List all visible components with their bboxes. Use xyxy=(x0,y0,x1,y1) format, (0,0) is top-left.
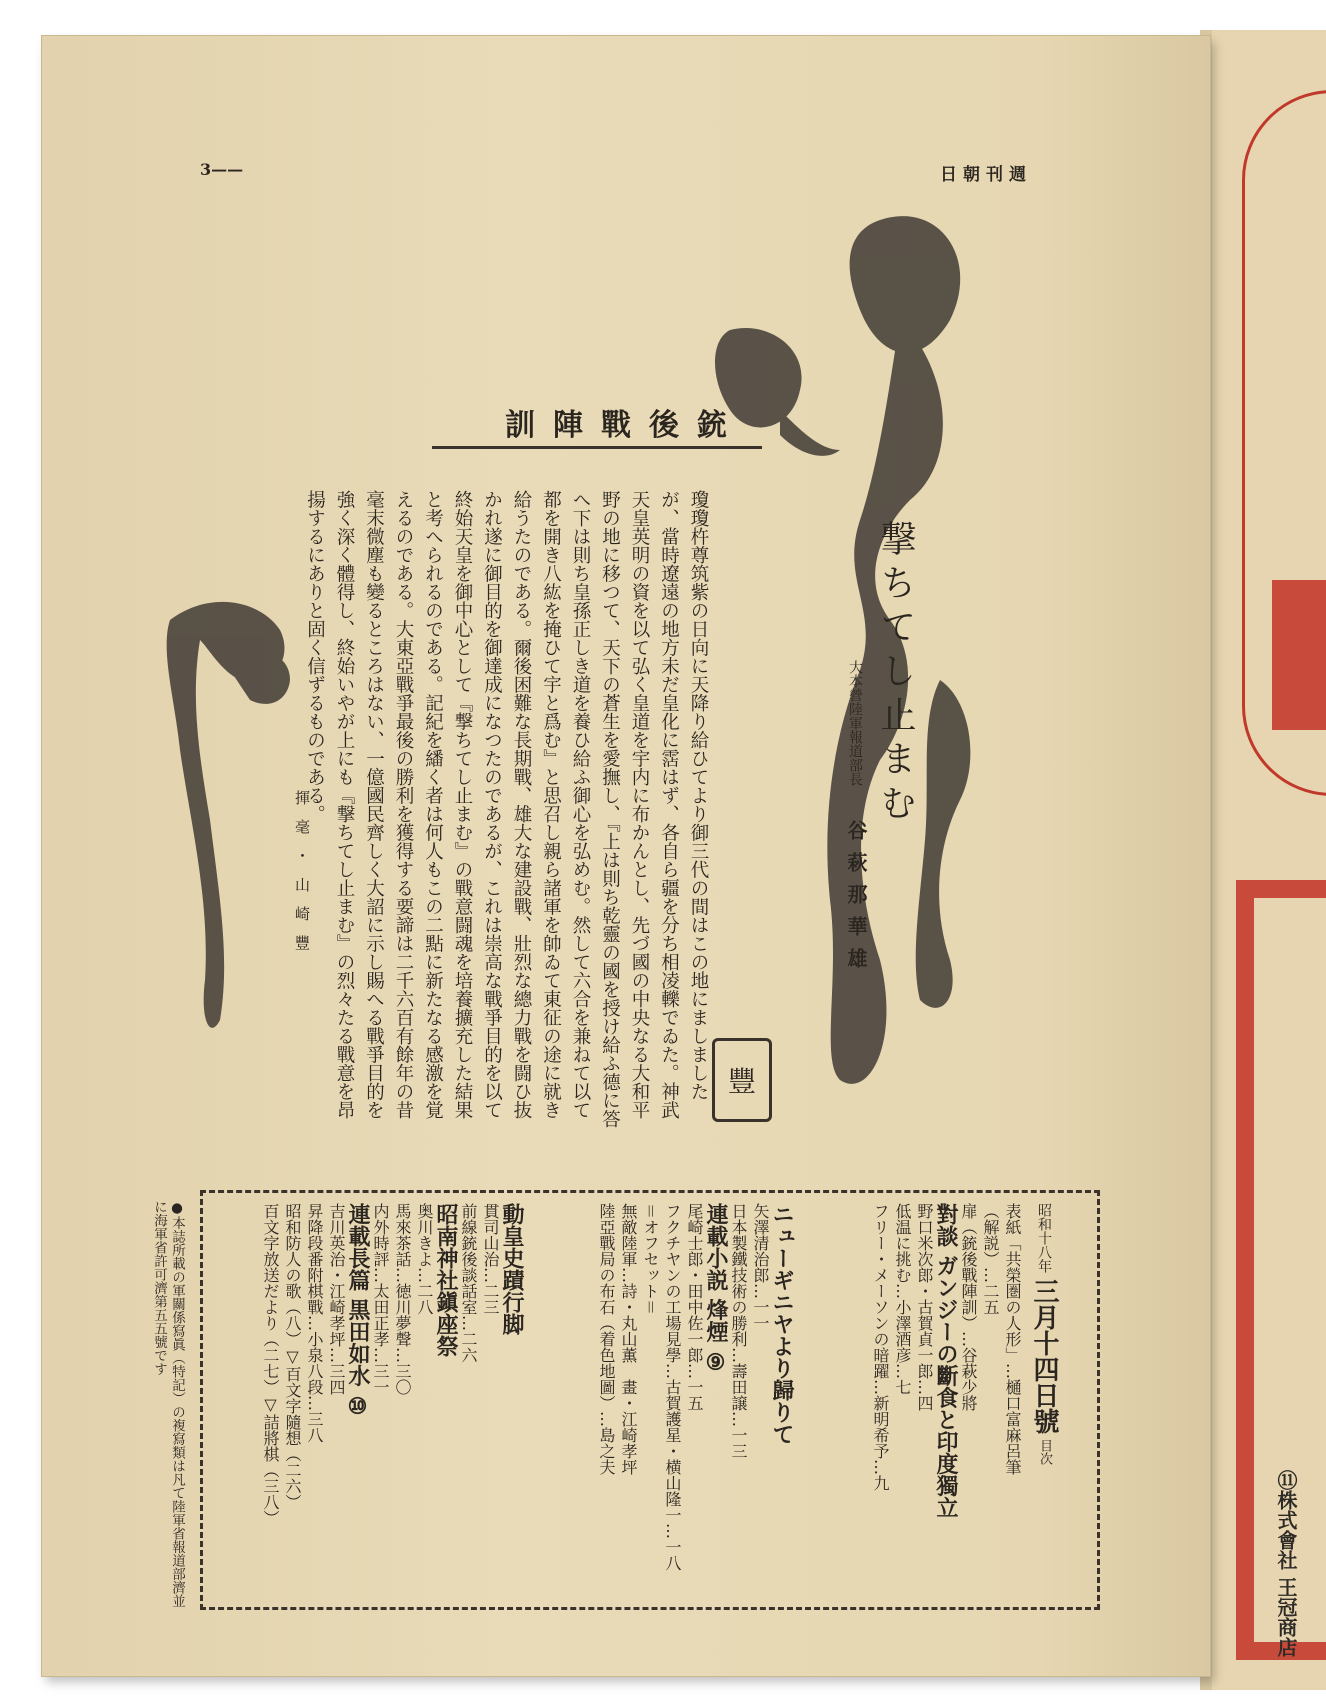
author-position: 大本營陸軍報道部長 xyxy=(847,660,863,786)
toc-entry: 昇降段番附棋戰…小泉八段…三八 xyxy=(305,1203,324,1443)
toc-column-3 xyxy=(223,1203,523,1603)
ad-red-box xyxy=(1272,580,1326,730)
toc-entry: 野口米次郎・古賀貞一郎…四 xyxy=(915,1203,934,1411)
toc-entry: ＝オフセット＝ xyxy=(641,1203,660,1316)
article-title: 銃後戰陣訓 xyxy=(505,408,745,443)
page-number: 3—— xyxy=(200,160,244,179)
toc-entry: 低温に挑む…小澤酒彦…七 xyxy=(893,1203,912,1395)
notice-text: ●本誌所載の軍關係寫眞（特記）の複寫類は凡て陸軍省報道部濟並に海軍省許可濟第五五號です xyxy=(151,1200,185,1608)
table-of-contents xyxy=(200,1190,1100,1610)
toc-column-1 xyxy=(803,1203,1023,1603)
toc-entry: 陸亞戰局の布石（着色地圖）…島之夫 xyxy=(597,1203,616,1475)
toc-entry: 奥川きよ…二八 xyxy=(415,1203,434,1315)
toc-entry: 吉川英治・江崎孝坪…三四 xyxy=(327,1203,346,1395)
toc-entry: 無敵陸軍…詩・丸山薫 畫・江崎孝坪 xyxy=(619,1203,638,1475)
adjacent-page xyxy=(1212,30,1326,1690)
author-name: 谷萩那華雄 xyxy=(844,820,868,980)
article-body: 瓊瓊杵尊筑紫の日向に天降り給ひてより御三代の間はこの地にましましたが、當時遼遠の地方未だ皇化に霑はず、各自ら疆を分ち相凌轢でゐた。神武天皇英明の資を以て弘く皇道を宇内に布かんとし、先づ國の中央なる大和平野の地に移つて、天下の蒼生を愛撫し、『上は則ち乾靈の國を授け給ふ德に答へ下は則ち皇孫正しき道を養ひ給ふ御心を弘めむ。然して六合を兼ねて以て都を開き八紘を掩ひて宇と爲む』と思召し親ら諸軍を帥ゐて東征の途に就き給うたのである。爾後困難な長期戰、雄大な建設戰、壯烈な總力戰を闘ひ抜かれ遂に御目的を御達成になつたのであるが、これは崇高な戰爭目的を以て終始天皇を御中心として『撃ちてし止まむ』の戰意闘魂を培養擴充した結果と考へられるのである。記紀を繙く者は何人もこの二點に新たなる感激を覚えるのである。大東亞戰爭最後の勝利を獲得する要諦は二千六百有餘年の昔毫末微塵も變るところはない、一億國民齊しく大詔に示し賜へる戰爭目的を強く深く體得し、終始いやが上にも『撃ちてし止まむ』の烈々たる戰意を昂揚するにありと固く信ずるものである。 xyxy=(304,490,709,1129)
journal-title: 週刊朝日 xyxy=(940,165,1032,185)
toc-entry: 尾崎士郎・田中佐一郎…一五 xyxy=(685,1203,704,1411)
toc-entry: 貫司山治…二三 xyxy=(481,1203,500,1315)
toc-entry: 馬來茶話…徳川夢聲…三〇 xyxy=(393,1203,412,1395)
title-underline xyxy=(432,446,762,449)
seal-stamp-icon: 豐 xyxy=(712,1038,772,1122)
calligraphy-credit: 揮毫・山崎豐 xyxy=(293,790,311,964)
toc-entry: （解説）…二五 xyxy=(981,1203,1000,1315)
toc-entry: 對談 ガンジーの斷食と印度獨立 xyxy=(933,1203,959,1519)
toc-entry: ニューギニヤより歸りて xyxy=(769,1203,795,1445)
toc-entry: 内外時評…太田正孝…三一 xyxy=(371,1203,390,1395)
calligraphy-poem: 撃ちてし止まむ xyxy=(875,520,916,828)
toc-entry: 扉（銃後戰陣訓）…谷萩少將 xyxy=(959,1203,978,1411)
toc-entry: フリー・メーソンの暗躍…新明希予…九 xyxy=(871,1203,890,1491)
toc-column-2 xyxy=(533,1203,793,1603)
toc-entry: 矢澤清治郎…一一 xyxy=(751,1203,770,1331)
toc-entry: 百文字放送だより（二七）▽詰將棋（三八） xyxy=(261,1203,280,1526)
toc-entry: 連載小説 烽煙 ⑨ xyxy=(703,1203,729,1376)
toc-entry: 表紙「共榮圏の人形」…樋口富麻呂筆 xyxy=(1003,1203,1022,1475)
toc-entry: 昭和防人の歌（八）▽百文字隨想（二六） xyxy=(283,1203,302,1510)
toc-entry: 昭南神社鎭座祭 xyxy=(433,1203,459,1357)
ad-company-name: ⑪株式會社 王冠商店 xyxy=(1274,1470,1298,1657)
toc-entry: 連載長篇 黒田如水 ⑩ xyxy=(345,1203,371,1420)
toc-entry: 前線銃後談話室…二六 xyxy=(459,1203,478,1363)
toc-entry: フクチヤンの工場見學…古賀護星・横山隆一…一八 xyxy=(663,1203,682,1571)
toc-entry: 動皇史蹟行脚 xyxy=(499,1203,525,1335)
toc-entry: 日本製鐵技術の勝利…壽田譲…一三 xyxy=(729,1203,748,1459)
toc-header: 昭和十八年 三月十四日號 目次 xyxy=(1029,1203,1059,1466)
